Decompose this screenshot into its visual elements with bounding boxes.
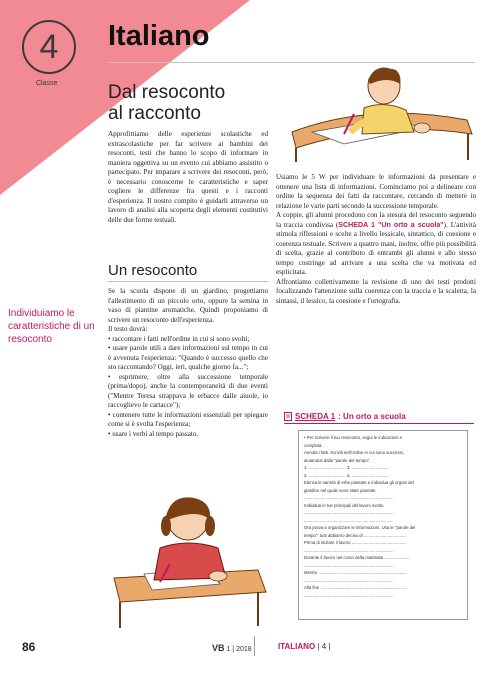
left-body-bullet: • contenere tutte le informazioni essenziali per spiegare come si è svolta l'esperienza;: [108, 410, 268, 428]
page-number: 86: [22, 640, 36, 654]
worksheet-line: ...........................................................................: [304, 547, 394, 553]
worksheet-line: Mentre ..........................................................................: [304, 570, 407, 575]
section-heading: Un resoconto: [108, 262, 198, 279]
section-suffix: | 4 |: [315, 642, 331, 651]
right-body-paragraph: Usiamo le 5 W per individuare le informazioni da presentare e ottenere una lista di informazioni. Cominciamo poi a delineare con ordine la sequenza dei fatti da raccontare, cercando di mettere in relazione le varie parti secondo la successione temporale.: [276, 173, 476, 210]
worksheet-line: Annota i fatti. Scrivili nell'ordine in cui sono successi,: [304, 450, 404, 455]
worksheet-line: Elenca le varietà di erbe piantate e individua gli organi del: [304, 480, 414, 485]
worksheet-label: SCHEDA 1: [295, 412, 336, 421]
left-body-bullet: • usare parole utili a dare informazioni sul tempo in cui è avvenuta l'esperienza: "Quando è successo quello che sto raccontando? Oggi, ieri, qualche giorno fa...";: [108, 344, 268, 371]
boy-writing-illustration: [272, 62, 477, 172]
class-label: Classe: [36, 80, 58, 87]
right-body-paragraph: Affrontiamo collettivamente la revisione di uno dei testi prodotti focalizzando l'attenzione sulla coerenza con la traccia e la scaletta, la sintassi, il lessico, la coesione e l'ortografia.: [276, 277, 476, 305]
right-body-text-fragment: A coppie, gli alunni procedono con la stesura del resoconto seguendo la traccia condivisa (: [276, 211, 476, 229]
left-body-paragraph: Il testo dovrà:: [108, 325, 148, 333]
worksheet-line: Alla fine .........................................................................: [304, 585, 408, 590]
side-label: Individuiamo le caratteristiche di un resoconto: [8, 308, 95, 345]
class-number: 4: [39, 27, 59, 66]
scheda-reference-link[interactable]: SCHEDA 1 "Un orto a scuola": [338, 220, 444, 229]
worksheet-line: ...........................................................................: [304, 510, 394, 515]
girl-writing-illustration: [108, 490, 273, 630]
worksheet-line: ...........................................................................: [304, 592, 394, 598]
intro-paragraph: Approfittiamo delle esperienze scolastiche ed extrascolastiche per far scrivere ai bambini dei resoconti, testi che hanno lo scopo di informare in maniera oggettiva su un evento cui abbiamo assistito o partecipato. Per imparare a scrivere dei resoconti, però, è necessario conoscerne le caratteristiche e saper cogliere le differenze fra questi e i racconti d'esperienza. Il nostro compito è guidarli attraverso un lavoro di analisi alla scoperta degli elementi costitutivi delle due forme testuali.: [108, 130, 268, 224]
worksheet-line: ...........................................................................: [304, 562, 394, 568]
right-body-paragraph: [276, 211, 476, 278]
footer-divider: [254, 636, 255, 656]
right-body-text: [276, 173, 476, 306]
left-body-text: [108, 287, 268, 439]
worksheet-line: tempo": tutti abbiamo deciso di ...................................: [304, 532, 406, 538]
right-body-text-fragment: ). L'attività stimola riflessioni e scelte a livello lessicale, sintattico, di coesione e coerenza testuale. Scrivere a quattro mani, inoltre, offre più possibilità di scelta, grazie al contributo di entrambi gli alunni e allo stesso tempo costringe ad arrivare a una scelta che va motivata ed esplicitata.: [276, 220, 477, 276]
worksheet-line: completa.: [304, 442, 323, 448]
worksheet-line: ...........................................................................: [304, 517, 394, 523]
class-number-badge: [22, 20, 76, 74]
worksheet-line: ...........................................................................: [304, 495, 394, 500]
worksheet-heading-rule: [284, 423, 474, 424]
worksheet-line: Individua le tue principali del lavoro svolto.: [304, 502, 385, 508]
left-body-bullet: • usare i verbi al tempo passato.: [108, 429, 199, 438]
worksheet-line: Durante il lavoro nel corso della mattinata .....................: [304, 555, 410, 560]
footer-section: [278, 642, 330, 651]
worksheet-line: ...........................................................................: [304, 577, 394, 583]
left-body-bullet: • raccontare i fatti nell'ordine in cui si sono svolti;: [108, 334, 250, 343]
worksheet-title: : Un orto a scuola: [338, 412, 406, 421]
subject-title: Italiano: [108, 20, 210, 52]
worksheet-heading: [284, 412, 406, 421]
worksheet-line: Ora prova a organizzare le informazioni. Usa le "parole del: [304, 525, 416, 530]
worksheet-line: Prima di iniziare il lavoro ..............................................: [304, 540, 407, 545]
worksheet-line: • Per scrivere il tuo resoconto, segui le indicazioni e: [304, 435, 402, 440]
document-icon: [284, 412, 292, 421]
worksheet-preview: [298, 430, 468, 620]
left-body-bullet: • esprimere, oltre alla successione temporale (prima/dopo), anche la contemporaneità di due eventi ("Mentre Teresa strappava le erbacce dalle aiuole, io raccoglievo le cartacce");: [108, 372, 268, 409]
left-body-paragraph: Se la scuola dispone di un giardino, progettiamo l'allestimento di un piccolo orto, oppure la semina in vaso di piantine aromatiche. Quindi proponiamo di scrivere un resoconto dell'esperienza.: [108, 287, 268, 324]
worksheet-line: aiutandoti dalla "parole del tempo".: [304, 457, 371, 463]
article-title-line-2: al racconto: [108, 103, 201, 124]
worksheet-line: 2. ............................... 4. ...............................: [304, 472, 389, 478]
footer-publication: [212, 643, 252, 653]
section-divider: [108, 281, 268, 282]
worksheet-line: giardino nel quale sono state piantate.: [304, 487, 377, 493]
article-title-line-1: Dal resoconto: [108, 82, 226, 103]
publication-logo: VB: [212, 643, 225, 653]
issue-info: 1 | 2018: [226, 646, 252, 653]
section-name: ITALIANO: [278, 642, 316, 651]
worksheet-line: 1. ............................... 3. ...............................: [304, 465, 389, 470]
